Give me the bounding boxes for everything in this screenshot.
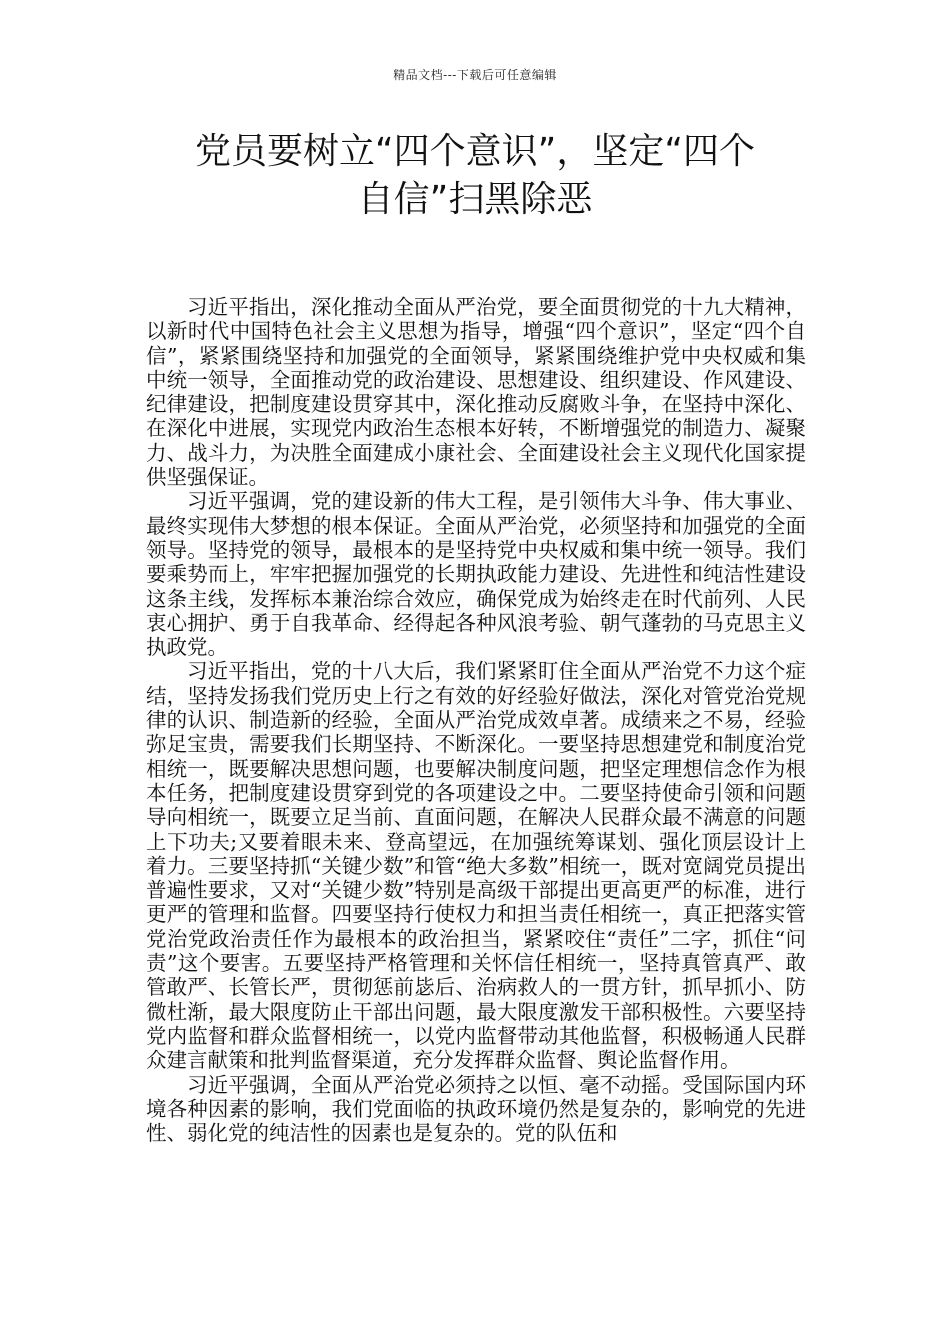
- title-line-1: 党员要树立“四个意识”，坚定“四个: [195, 131, 755, 172]
- paragraph-2: 习近平强调，党的建设新的伟大工程，是引领伟大斗争、伟大事业、最终实现伟大梦想的根本保证。全面从严治党，必须坚持和加强党的全面领导。坚持党的领导，最根本的是坚持党中央权威和集中统一领导。我们要乘势而上，牢牢把握加强党的长期执政能力建设、先进性和纯洁性建设这条主线，发挥标本兼治综合效应，确保党成为始终走在时代前列、人民衷心拥护、勇于自我革命、经得起各种风浪考验、朝气蓬勃的马克思主义执政党。: [146, 489, 806, 660]
- title-line-2: 自信”扫黑除恶: [357, 179, 593, 220]
- paragraph-3: 习近平指出，党的十八大后，我们紧紧盯住全面从严治党不力这个症结，坚持发扬我们党历史上行之有效的好经验好做法，深化对管党治党规律的认识、制造新的经验，全面从严治党成效卓著。成绩来之不易，经验弥足宝贵，需要我们长期坚持、不断深化。一要坚持思想建党和制度治党相统一，既要解决思想问题，也要解决制度问题，把坚定理想信念作为根本任务，把制度建设贯穿到党的各项建设之中。二要坚持使命引领和问题导向相统一，既要立足当前、直面问题，在解决人民群众最不满意的问题上下功夫;又要着眼未来、登高望远，在加强统筹谋划、强化顶层设计上着力。三要坚持抓“关键少数”和管“绝大多数”相统一，既对宽阔党员提出普遍性要求，又对“关键少数”特别是高级干部提出更高更严的标准，进行更严的管理和监督。四要坚持行使权力和担当责任相统一，真正把落实管党治党政治责任作为最根本的政治担当，紧紧咬住“责任”二字，抓住“问责”这个要害。五要坚持严格管理和关怀信任相统一，坚持真管真严、敢管敢严、长管长严，贯彻惩前毖后、治病救人的一贯方针，抓早抓小、防微杜渐，最大限度防止干部出问题，最大限度激发干部积极性。六要坚持党内监督和群众监督相统一，以党内监督带动其他监督，积极畅通人民群众建言献策和批判监督渠道，充分发挥群众监督、舆论监督作用。: [146, 659, 806, 1073]
- paragraph-1: 习近平指出，深化推动全面从严治党，要全面贯彻党的十九大精神，以新时代中国特色社会主义思想为指导，增强“四个意识”，坚定“四个自信”，紧紧围绕坚持和加强党的全面领导，紧紧围绕维护党中央权威和集中统一领导，全面推动党的政治建设、思想建设、组织建设、作风建设、纪律建设，把制度建设贯穿其中，深化推动反腐败斗争，在坚持中深化、在深化中进展，实现党内政治生态根本好转，不断增强党的制造力、凝聚力、战斗力，为决胜全面建成小康社会、全面建设社会主义现代化国家提供坚强保证。: [146, 295, 806, 490]
- paragraph-4: 习近平强调，全面从严治党必须持之以恒、毫不动摇。受国际国内环境各种因素的影响，我们党面临的执政环境仍然是复杂的，影响党的先进性、弱化党的纯洁性的因素也是复杂的。党的队伍和: [146, 1072, 806, 1146]
- header-note: 精品文档---下载后可任意编辑: [393, 68, 557, 82]
- document-body: [146, 295, 806, 1145]
- document-title: [130, 128, 820, 224]
